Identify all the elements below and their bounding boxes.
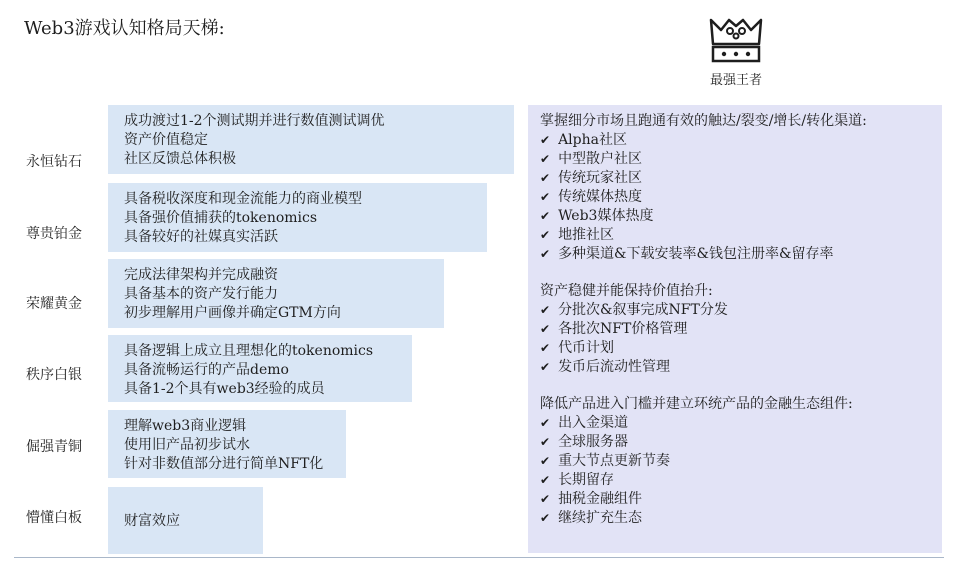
- tier-box-blank: [108, 487, 263, 554]
- tier-line: 具备流畅运行的产品demo: [124, 362, 289, 378]
- tier-label-blank: 懵懂白板: [26, 510, 82, 526]
- tier-line: 具备税收深度和现金流能力的商业模型: [124, 191, 362, 207]
- tier-label-diamond: 永恒钻石: [26, 154, 82, 170]
- crown-label: 最强王者: [709, 73, 762, 88]
- tier-label-bronze: 倔强青铜: [26, 439, 82, 455]
- tier-line: 社区反馈总体积极: [124, 151, 236, 167]
- check-item: ✔ 全球服务器: [540, 433, 942, 452]
- tier-line: 资产价值稳定: [124, 132, 208, 148]
- check-item: ✔ 出入金渠道: [540, 414, 942, 433]
- tier-line: 具备基本的资产发行能力: [124, 286, 278, 302]
- tier-line: 具备强价值捕获的tokenomics: [124, 210, 318, 226]
- tier-line: 具备较好的社媒真实活跃: [124, 229, 278, 245]
- tier-box-platinum: [108, 183, 487, 252]
- section-heading: 降低产品进入门槛并建立环统产品的金融生态组件:: [540, 396, 853, 412]
- tier-line: 针对非数值部分进行简单NFT化: [124, 456, 324, 472]
- section-heading: 资产稳健并能保持价值抬升:: [540, 283, 713, 299]
- check-item: ✔ 各批次NFT价格管理: [540, 320, 942, 339]
- check-item: ✔ Alpha社区: [540, 131, 942, 150]
- page-title: Web3游戏认知格局天梯:: [24, 18, 225, 39]
- tier-label-platinum: 尊贵铂金: [26, 226, 82, 242]
- check-item: ✔ 重大节点更新节奏: [540, 452, 942, 471]
- tier-label-silver: 秩序白银: [26, 367, 82, 383]
- tier-line: 使用旧产品初步试水: [124, 437, 250, 453]
- check-item: ✔ 分批次&叙事完成NFT分发: [540, 301, 942, 320]
- check-item: ✔ 多种渠道&下载安装率&钱包注册率&留存率: [540, 245, 942, 264]
- crown-icon: [707, 16, 765, 64]
- tier-box-silver: [108, 335, 412, 402]
- tier-box-gold: [108, 259, 444, 328]
- tier-line: 理解web3商业逻辑: [124, 418, 247, 434]
- section-heading: 掌握细分市场且跑通有效的触达/裂变/增长/转化渠道:: [540, 113, 867, 129]
- check-item: ✔ 发币后流动性管理: [540, 358, 942, 377]
- check-item: ✔ 地推社区: [540, 226, 942, 245]
- tier-line: 具备1-2个具有web3经验的成员: [124, 381, 325, 397]
- tier-line: 成功渡过1-2个测试期并进行数值测试调优: [124, 113, 385, 129]
- tier-box-bronze: [108, 410, 346, 478]
- check-item: ✔ 长期留存: [540, 471, 942, 490]
- bottom-divider: [14, 557, 944, 558]
- check-item: ✔ 传统玩家社区: [540, 169, 942, 188]
- tier-line: 初步理解用户画像并确定GTM方向: [124, 305, 341, 321]
- check-item: ✔ 传统媒体热度: [540, 188, 942, 207]
- tier-box-diamond: [108, 105, 514, 174]
- tier-line: 完成法律架构并完成融资: [124, 267, 278, 283]
- check-item: ✔ 中型散户社区: [540, 150, 942, 169]
- tier-line: 财富效应: [124, 513, 180, 529]
- check-item: ✔ 代币计划: [540, 339, 942, 358]
- check-item: ✔ 抽税金融组件: [540, 490, 942, 509]
- tier-line: 具备逻辑上成立且理想化的tokenomics: [124, 343, 374, 359]
- king-requirements-panel: [528, 105, 942, 553]
- tier-label-gold: 荣耀黄金: [26, 296, 82, 312]
- check-item: ✔ Web3媒体热度: [540, 207, 942, 226]
- check-item: ✔ 继续扩充生态: [540, 509, 942, 528]
